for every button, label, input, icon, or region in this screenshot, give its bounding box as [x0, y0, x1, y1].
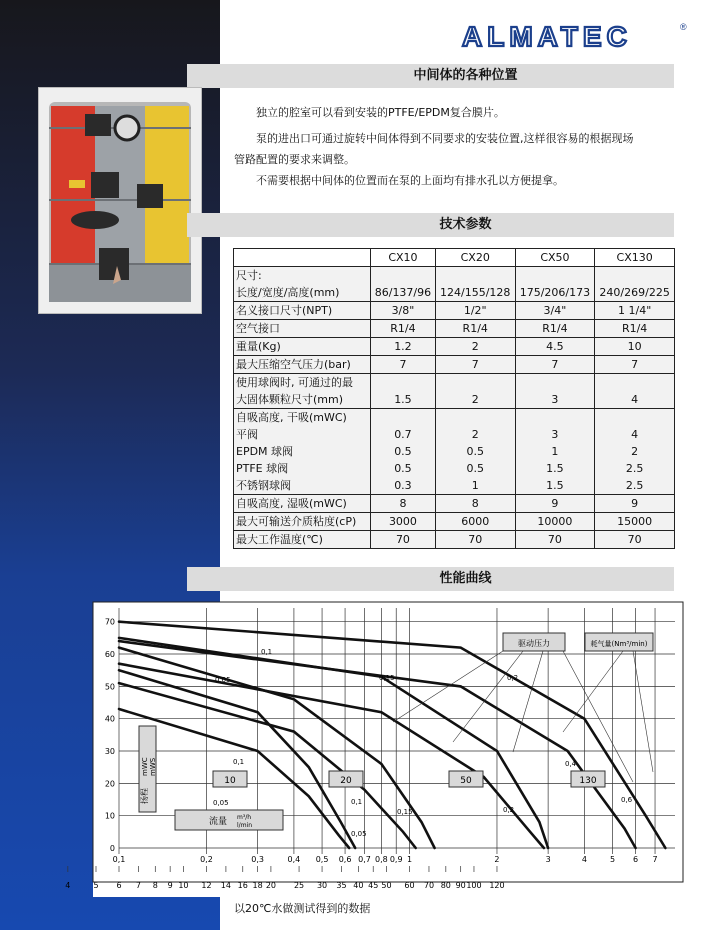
spec-value-cell — [595, 302, 675, 320]
spec-value: 9 — [631, 497, 639, 510]
spec-value: 7 — [631, 358, 639, 371]
spec-value: R1/4 — [390, 322, 416, 335]
spec-value-cell — [595, 531, 675, 549]
y-tick-label: 50 — [104, 682, 115, 692]
spec-label-line: 大固体颗粒尺寸(mm) — [236, 393, 344, 406]
x-top-tick-label: 6 — [633, 855, 639, 864]
x-top-tick-label: 0,2 — [200, 855, 213, 864]
spec-value-cell — [515, 320, 595, 338]
spec-value-cell — [435, 320, 515, 338]
flow-label-box — [175, 810, 283, 830]
spec-value-cell — [435, 495, 515, 513]
x-bottom-tick-label: 25 — [293, 881, 305, 890]
spec-value-cell — [595, 356, 675, 374]
model-label-20: 20 — [340, 776, 352, 786]
spec-value: 7 — [399, 358, 407, 371]
spec-value-cell — [595, 513, 675, 531]
legend-pressure-box — [503, 633, 565, 651]
spec-value — [597, 409, 672, 426]
spec-value: 3 — [551, 428, 559, 441]
spec-value-cell — [435, 409, 515, 495]
x-bottom-tick-label: 10 — [178, 881, 189, 890]
almatec-logo — [462, 20, 692, 52]
spec-value-cell — [371, 409, 436, 495]
spec-value: 0.5 — [466, 445, 484, 458]
x-bottom-tick-label: 4 — [65, 881, 71, 890]
air-consumption-label: 0,15 — [397, 808, 413, 816]
spec-header-row — [234, 249, 675, 267]
svg-text:®: ® — [680, 22, 687, 32]
spec-row — [234, 409, 675, 495]
spec-row-label — [234, 531, 371, 549]
x-top-tick-label: 0,9 — [389, 855, 403, 864]
spec-value: 15000 — [617, 515, 653, 528]
spec-value: R1/4 — [542, 322, 568, 335]
spec-row-label — [234, 320, 371, 338]
spec-value: 2 — [471, 428, 479, 441]
air-consumption-label: 0,2 — [507, 674, 519, 682]
x-bottom-tick-label: 90 — [455, 881, 466, 890]
x-top-tick-label: 2 — [494, 855, 500, 864]
spec-value: 7 — [551, 358, 559, 371]
spec-label-line: 最大压缩空气压力(bar) — [236, 358, 351, 371]
spec-value: 2 — [471, 340, 479, 353]
spec-value — [518, 409, 593, 426]
spec-value: 0.5 — [394, 462, 412, 475]
x-top-tick-label: 7 — [652, 855, 658, 864]
x-bottom-tick-label: 6 — [116, 881, 122, 890]
x-bottom-tick-label: 14 — [220, 881, 231, 890]
spec-value-cell — [371, 338, 436, 356]
x-top-tick-label: 0,1 — [112, 855, 126, 864]
spec-value-cell — [435, 267, 515, 302]
spec-value-cell — [435, 531, 515, 549]
spec-value: 0.3 — [394, 479, 412, 492]
spec-value-cell — [371, 513, 436, 531]
spec-value-cell — [515, 374, 595, 409]
spec-value-cell — [371, 320, 436, 338]
performance-chart — [65, 602, 683, 897]
spec-value: 0.7 — [394, 428, 412, 441]
spec-value: R1/4 — [621, 322, 648, 335]
y-tick-label: 70 — [104, 617, 115, 627]
x-top-tick-label: 3 — [545, 855, 551, 864]
spec-value-cell — [515, 531, 595, 549]
legend-air: 耗气量(Nm³/min) — [590, 640, 648, 648]
x-top-tick-label: 0,8 — [374, 855, 388, 864]
pump-positions-photo — [38, 87, 202, 314]
air-consumption-label: 0,1 — [351, 798, 363, 806]
model-label-130: 130 — [579, 776, 597, 786]
spec-value: 70 — [627, 533, 642, 546]
spec-row-label — [234, 267, 371, 302]
spec-value-cell — [515, 409, 595, 495]
air-consumption-label: 0,1 — [261, 648, 273, 656]
y-tick-label: 40 — [104, 714, 115, 724]
spec-value-cell — [435, 338, 515, 356]
model-header-cx20: CX20 — [435, 249, 515, 267]
air-consumption-label: 0,15 — [379, 674, 395, 682]
spec-value: 70 — [468, 533, 483, 546]
spec-value: 1.2 — [394, 340, 412, 353]
x-top-tick-label: 0,5 — [315, 855, 329, 864]
spec-value: 1/2" — [463, 304, 487, 317]
y-tick-label: 10 — [104, 811, 115, 821]
spec-value-cell — [595, 409, 675, 495]
section-title: 中间体的各种位置 — [413, 68, 518, 83]
spec-value-cell — [515, 356, 595, 374]
spec-value — [373, 409, 433, 426]
section-title: 技术参数 — [439, 217, 492, 232]
spec-label-line: 尺寸: — [236, 269, 262, 282]
x-bottom-tick-label: 30 — [316, 881, 328, 890]
flow-unit-m3h: m³/h — [237, 814, 252, 821]
spec-value: 8 — [399, 497, 407, 510]
spec-value-cell — [595, 495, 675, 513]
svg-text:ALMATEC: ALMATEC — [462, 21, 632, 52]
spec-row — [234, 320, 675, 338]
spec-value-cell — [435, 513, 515, 531]
spec-table — [233, 248, 675, 549]
spec-row — [234, 356, 675, 374]
spec-value: 1.5 — [546, 462, 564, 475]
y-tick-label: 0 — [109, 844, 115, 853]
spec-label-line: EPDM 球阀 — [236, 445, 294, 458]
x-top-tick-label: 0,7 — [358, 855, 371, 864]
model-label-50: 50 — [460, 776, 472, 786]
air-consumption-label: 0,1 — [233, 758, 245, 766]
spec-value: 1 — [471, 479, 479, 492]
spec-label-line: 最大可输送介质粘度(cP) — [236, 515, 357, 528]
air-consumption-label: 0,05 — [213, 799, 229, 807]
spec-value: 2 — [631, 445, 639, 458]
legend-air-box — [585, 633, 653, 651]
flow-unit-lmin: l/min — [237, 822, 253, 829]
footnote: 以20℃水做测试得到的数据 — [234, 902, 371, 915]
spec-value: R1/4 — [462, 322, 488, 335]
spec-value: 1.5 — [546, 479, 564, 492]
spec-value: 9 — [551, 497, 559, 510]
spec-value: 70 — [395, 533, 410, 546]
section-title: 性能曲线 — [439, 571, 492, 586]
intro-paragraph-1: 独立的腔室可以看到安装的PTFE/EPDM复合膜片。 — [256, 106, 505, 119]
spec-value: 2.5 — [625, 479, 644, 492]
x-bottom-tick-label: 5 — [93, 881, 99, 890]
air-consumption-label: 0,2 — [503, 806, 515, 814]
spec-value-cell — [435, 374, 515, 409]
spec-value-cell — [371, 267, 436, 302]
spec-label-line: 自吸高度, 干吸(mWC) — [236, 411, 347, 424]
spec-value: 10 — [627, 340, 642, 353]
spec-value: 0.5 — [394, 445, 412, 458]
model-header-cx10: CX10 — [371, 249, 436, 267]
spec-label-line: 名义接口尺寸(NPT) — [236, 304, 333, 317]
legend-pressure: 驱动压力 — [518, 639, 550, 648]
x-bottom-tick-label: 60 — [404, 881, 415, 890]
spec-corner-cell — [234, 249, 371, 267]
x-top-tick-label: 5 — [610, 855, 616, 864]
spec-row-label — [234, 513, 371, 531]
model-header-cx50: CX50 — [515, 249, 595, 267]
ylabel-unit-1: mWC — [141, 757, 149, 776]
spec-label-line: 自吸高度, 湿吸(mWC) — [236, 497, 347, 510]
spec-row-label — [234, 409, 371, 495]
spec-value: 1 1/4" — [618, 304, 652, 317]
spec-value: 2.5 — [625, 462, 644, 475]
spec-label-line: 使用球阀时, 可通过的最 — [236, 376, 353, 389]
y-tick-label: 20 — [104, 779, 115, 789]
intro-paragraph-2-cont: 管路配置的要求来调整。 — [234, 153, 355, 166]
x-top-tick-label: 1 — [406, 855, 413, 864]
y-tick-label: 30 — [104, 747, 115, 757]
spec-value: 1.5 — [394, 393, 412, 406]
x-bottom-tick-label: 50 — [381, 881, 392, 890]
x-bottom-tick-label: 20 — [265, 881, 277, 890]
ylabel-unit-2: mWS — [149, 757, 157, 776]
spec-value-cell — [595, 320, 675, 338]
spec-label-line: 空气接口 — [236, 322, 280, 335]
spec-value: 124/155/128 — [440, 286, 511, 299]
spec-value: 3/8" — [391, 304, 415, 317]
spec-value: 240/269/225 — [599, 286, 670, 299]
spec-value: 7 — [471, 358, 479, 371]
spec-value-cell — [371, 374, 436, 409]
spec-value-cell — [371, 302, 436, 320]
x-top-tick-label: 4 — [581, 855, 587, 864]
x-bottom-tick-label: 35 — [336, 881, 347, 890]
x-bottom-tick-label: 12 — [201, 881, 212, 890]
intro-paragraph-2: 泵的进出口可通过旋转中间体得到不同要求的安装位置,这样很容易的根据现场 — [256, 132, 634, 145]
x-bottom-tick-label: 80 — [440, 881, 451, 890]
x-bottom-tick-label: 70 — [423, 881, 435, 890]
section-specs — [187, 213, 674, 237]
spec-value: 8 — [471, 497, 479, 510]
spec-row-label — [234, 338, 371, 356]
spec-value-cell — [371, 356, 436, 374]
spec-row — [234, 531, 675, 549]
x-bottom-tick-label: 18 — [252, 881, 263, 890]
spec-value-cell — [435, 356, 515, 374]
section-positions — [187, 64, 674, 88]
spec-value-cell — [515, 338, 595, 356]
spec-value: 10000 — [537, 515, 573, 528]
spec-value: 70 — [547, 533, 562, 546]
intro-paragraph-3: 不需要根据中间体的位置而在泵的上面均有排水孔以方便提拿。 — [256, 174, 564, 187]
x-bottom-tick-label: 100 — [466, 881, 482, 890]
spec-value-cell — [435, 302, 515, 320]
spec-value-cell — [515, 513, 595, 531]
spec-row-label — [234, 495, 371, 513]
air-consumption-label: 0,6 — [621, 796, 633, 804]
x-bottom-tick-label: 16 — [237, 881, 248, 890]
spec-value: 175/206/173 — [519, 286, 591, 299]
model-header-cx130: CX130 — [595, 249, 675, 267]
spec-value: 2 — [471, 393, 479, 406]
model-label-10: 10 — [224, 776, 236, 786]
spec-value-cell — [595, 267, 675, 302]
spec-value-cell — [371, 531, 436, 549]
spec-row-label — [234, 374, 371, 409]
ylabel-head: 扬程 — [140, 788, 149, 804]
spec-label-line: 重量(Kg) — [236, 340, 281, 353]
spec-row-label — [234, 302, 371, 320]
air-consumption-label: 0,05 — [215, 676, 231, 684]
spec-value: 0.5 — [466, 462, 484, 475]
spec-row — [234, 302, 675, 320]
spec-value — [438, 409, 513, 426]
spec-row — [234, 495, 675, 513]
flow-label: 流量 — [209, 817, 228, 827]
spec-value: 3000 — [388, 515, 417, 528]
air-consumption-label: 0,4 — [565, 760, 577, 768]
ylabel-box — [139, 726, 157, 812]
spec-row — [234, 338, 675, 356]
x-bottom-tick-label: 9 — [167, 881, 173, 890]
spec-value-cell — [515, 495, 595, 513]
x-bottom-tick-label: 7 — [135, 881, 141, 890]
spec-value-cell — [595, 338, 675, 356]
spec-value: 3/4" — [543, 304, 567, 317]
air-consumption-label: 0,05 — [351, 830, 367, 838]
x-top-tick-label: 0,4 — [287, 855, 301, 864]
spec-value: 6000 — [461, 515, 490, 528]
x-bottom-tick-label: 120 — [489, 881, 505, 890]
spec-value-cell — [371, 495, 436, 513]
spec-value: 1 — [551, 445, 559, 458]
spec-row — [234, 374, 675, 409]
spec-label-line: PTFE 球阀 — [236, 462, 289, 475]
spec-row — [234, 267, 675, 302]
spec-label-line: 长度/宽度/高度(mm) — [236, 286, 340, 299]
x-bottom-tick-label: 45 — [368, 881, 379, 890]
spec-label-line: 不锈钢球阀 — [236, 479, 291, 492]
y-tick-label: 60 — [104, 650, 115, 660]
spec-value: 4.5 — [546, 340, 564, 353]
x-top-tick-label: 0,3 — [251, 855, 264, 864]
spec-row — [234, 513, 675, 531]
spec-value: 86/137/96 — [374, 286, 432, 299]
section-curve — [187, 567, 674, 591]
x-bottom-tick-label: 40 — [353, 881, 364, 890]
spec-label-line: 最大工作温度(℃) — [236, 533, 323, 546]
spec-label-line: 平阀 — [236, 428, 258, 441]
spec-value: 4 — [631, 428, 639, 441]
spec-value-cell — [515, 267, 595, 302]
spec-value: 3 — [551, 393, 559, 406]
spec-value: 4 — [631, 393, 639, 406]
spec-row-label — [234, 356, 371, 374]
spec-value-cell — [595, 374, 675, 409]
x-bottom-tick-label: 8 — [152, 881, 158, 890]
spec-value-cell — [515, 302, 595, 320]
x-top-tick-label: 0,6 — [338, 855, 352, 864]
